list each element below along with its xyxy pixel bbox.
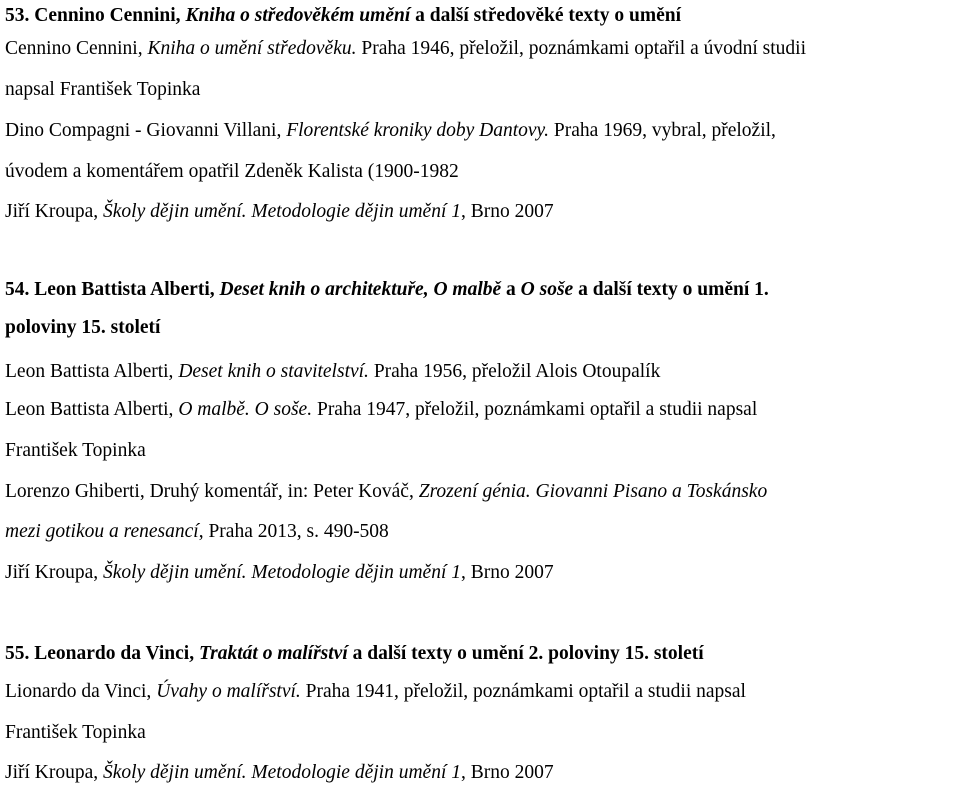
text-run: Jiří Kroupa, — [5, 762, 104, 783]
text-run: napsal František Topinka — [5, 79, 201, 100]
text-run: Lorenzo Ghiberti, Druhý komentář, in: Peter Kováč, — [5, 481, 419, 502]
text-run: Cennino Cennini, — [5, 38, 148, 59]
text-run: 55. Leonardo da Vinci, — [5, 643, 199, 664]
bibliography-line — [5, 480, 767, 504]
italic-text: Školy dějin umění. Metodologie dějin umění 1 — [103, 762, 461, 783]
text-run: František Topinka — [5, 722, 146, 743]
italic-text: O soše — [520, 279, 574, 300]
italic-text: Deset knih o stavitelství. — [178, 361, 369, 382]
text-run: Praha 1947, přeložil, poznámkami optařil a studii napsal — [312, 399, 758, 420]
text-run: František Topinka — [5, 440, 146, 461]
text-run: Praha 1941, přeložil, poznámkami optařil a studii napsal — [300, 681, 746, 702]
italic-text: Kniha o umění středověku. — [147, 38, 357, 59]
bibliography-line — [5, 761, 554, 785]
text-run: 53. Cennino Cennini, — [5, 5, 186, 26]
section-heading — [5, 316, 160, 340]
text-run: 54. Leon Battista Alberti, — [5, 279, 220, 300]
italic-text: Kniha o středověkém umění — [185, 5, 411, 26]
text-run: , Brno 2007 — [460, 201, 554, 222]
text-run: a další texty o umění 1. — [573, 279, 769, 300]
section-heading — [5, 4, 681, 28]
section-heading — [5, 278, 769, 302]
bibliography-line — [5, 200, 554, 224]
text-run: Leon Battista Alberti, — [5, 361, 179, 382]
text-run: Lionardo da Vinci, — [5, 681, 157, 702]
text-run: , Brno 2007 — [460, 562, 554, 583]
italic-text: Zrození génia. Giovanni Pisano a Toskánsko — [418, 481, 768, 502]
text-run: a další středověké texty o umění — [410, 5, 682, 26]
text-run: poloviny 15. století — [5, 317, 161, 338]
italic-text: Deset knih o architektuře, O malbě — [219, 279, 502, 300]
bibliography-line — [5, 680, 746, 704]
italic-text: Florentské kroniky doby Dantovy. — [286, 120, 550, 141]
text-run: úvodem a komentářem opatřil Zdeněk Kalista (1900-1982 — [5, 161, 459, 182]
text-run: Jiří Kroupa, — [5, 562, 104, 583]
italic-text: Školy dějin umění. Metodologie dějin umění 1 — [103, 201, 461, 222]
italic-text: Školy dějin umění. Metodologie dějin umění 1 — [103, 562, 461, 583]
bibliography-line — [5, 561, 554, 585]
bibliography-line — [5, 119, 776, 143]
text-run: a další texty o umění 2. poloviny 15. století — [347, 643, 704, 664]
bibliography-line — [5, 360, 660, 384]
bibliography-line — [5, 520, 389, 544]
text-run: a — [501, 279, 521, 300]
text-run: , Praha 2013, s. 490-508 — [198, 521, 389, 542]
italic-text: Úvahy o malířství. — [156, 681, 301, 702]
bibliography-line — [5, 439, 146, 463]
text-run: Praha 1969, vybral, přeložil, — [549, 120, 776, 141]
bibliography-line — [5, 398, 757, 422]
text-run: Praha 1956, přeložil Alois Otoupalík — [368, 361, 661, 382]
italic-text: mezi gotikou a renesancí — [5, 521, 199, 542]
text-run: Praha 1946, přeložil, poznámkami optařil a úvodní studii — [356, 38, 806, 59]
italic-text: O malbě. O soše. — [178, 399, 313, 420]
bibliography-line — [5, 721, 146, 745]
text-run: , Brno 2007 — [460, 762, 554, 783]
text-run: Leon Battista Alberti, — [5, 399, 179, 420]
bibliography-line — [5, 37, 806, 61]
text-run: Dino Compagni - Giovanni Villani, — [5, 120, 287, 141]
bibliography-line — [5, 78, 200, 102]
italic-text: Traktát o malířství — [198, 643, 348, 664]
bibliography-line — [5, 160, 459, 184]
section-heading — [5, 642, 704, 666]
text-run: Jiří Kroupa, — [5, 201, 104, 222]
